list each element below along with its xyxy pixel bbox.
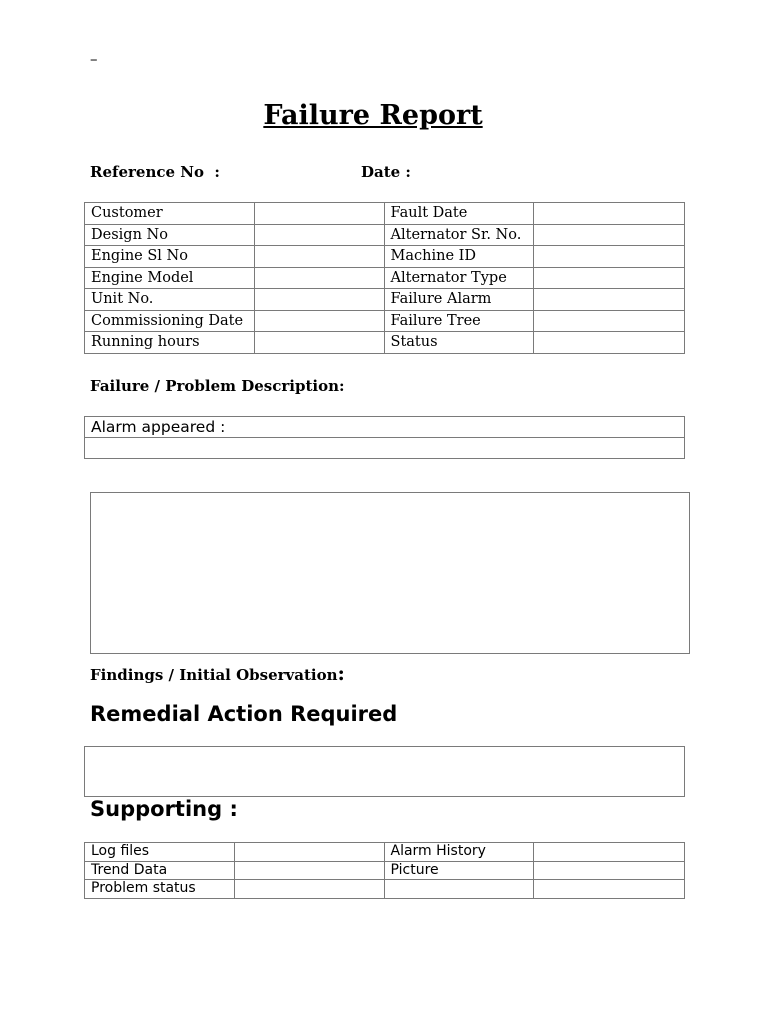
supporting-value[interactable] bbox=[234, 843, 384, 862]
supporting-label: Trend Data bbox=[85, 861, 235, 880]
supporting-value[interactable] bbox=[534, 861, 685, 880]
field-label: Alternator Sr. No. bbox=[384, 224, 534, 246]
field-value[interactable] bbox=[534, 267, 685, 289]
field-value[interactable] bbox=[254, 267, 384, 289]
alarm-appeared-value[interactable] bbox=[85, 438, 685, 459]
table-row bbox=[85, 246, 685, 268]
findings-heading bbox=[90, 661, 345, 685]
field-label: Design No bbox=[85, 224, 255, 246]
table-row bbox=[85, 267, 685, 289]
problem-description-heading: Failure / Problem Description: bbox=[90, 377, 345, 395]
table-row bbox=[85, 224, 685, 246]
supporting-value[interactable] bbox=[534, 843, 685, 862]
field-value[interactable] bbox=[254, 246, 384, 268]
supporting-label: Log files bbox=[85, 843, 235, 862]
field-label: Engine Model bbox=[85, 267, 255, 289]
table-row bbox=[85, 417, 685, 438]
alarm-table bbox=[84, 416, 685, 459]
remedial-action-box[interactable] bbox=[84, 746, 685, 797]
supporting-table bbox=[84, 842, 685, 899]
field-label: Failure Tree bbox=[384, 310, 534, 332]
supporting-value[interactable] bbox=[234, 880, 384, 899]
field-label: Status bbox=[384, 332, 534, 354]
table-row bbox=[85, 203, 685, 225]
field-label: Fault Date bbox=[384, 203, 534, 225]
supporting-heading: Supporting : bbox=[90, 797, 238, 821]
supporting-value[interactable] bbox=[534, 880, 685, 899]
table-row bbox=[85, 310, 685, 332]
field-label: Alternator Type bbox=[384, 267, 534, 289]
field-value[interactable] bbox=[534, 310, 685, 332]
findings-heading-text: Findings / Initial Observation bbox=[90, 666, 338, 684]
field-label: Machine ID bbox=[384, 246, 534, 268]
remedial-action-heading: Remedial Action Required bbox=[90, 702, 398, 726]
supporting-label: Alarm History bbox=[384, 843, 534, 862]
table-row bbox=[85, 843, 685, 862]
field-value[interactable] bbox=[534, 203, 685, 225]
field-value[interactable] bbox=[254, 203, 384, 225]
field-value[interactable] bbox=[534, 246, 685, 268]
alarm-appeared-label: Alarm appeared : bbox=[85, 417, 685, 438]
supporting-value[interactable] bbox=[234, 861, 384, 880]
field-label: Customer bbox=[85, 203, 255, 225]
supporting-label: Problem status bbox=[85, 880, 235, 899]
header-dash: – bbox=[90, 50, 98, 68]
page-title: Failure Report bbox=[263, 100, 483, 131]
field-label: Running hours bbox=[85, 332, 255, 354]
findings-heading-colon: : bbox=[337, 661, 345, 685]
field-label: Engine Sl No bbox=[85, 246, 255, 268]
field-value[interactable] bbox=[534, 224, 685, 246]
field-label: Commissioning Date bbox=[85, 310, 255, 332]
equipment-info-table bbox=[84, 202, 685, 354]
field-value[interactable] bbox=[254, 310, 384, 332]
field-value[interactable] bbox=[254, 224, 384, 246]
field-value[interactable] bbox=[254, 332, 384, 354]
supporting-label: Picture bbox=[384, 861, 534, 880]
table-row bbox=[85, 438, 685, 459]
reference-no-label: Reference No : bbox=[90, 163, 220, 181]
field-label: Failure Alarm bbox=[384, 289, 534, 311]
field-value[interactable] bbox=[534, 289, 685, 311]
table-row bbox=[85, 289, 685, 311]
table-row bbox=[85, 332, 685, 354]
supporting-label bbox=[384, 880, 534, 899]
table-row bbox=[85, 880, 685, 899]
field-value[interactable] bbox=[254, 289, 384, 311]
field-value[interactable] bbox=[534, 332, 685, 354]
date-label: Date : bbox=[361, 163, 411, 181]
problem-description-box[interactable] bbox=[90, 492, 690, 654]
field-label: Unit No. bbox=[85, 289, 255, 311]
table-row bbox=[85, 861, 685, 880]
